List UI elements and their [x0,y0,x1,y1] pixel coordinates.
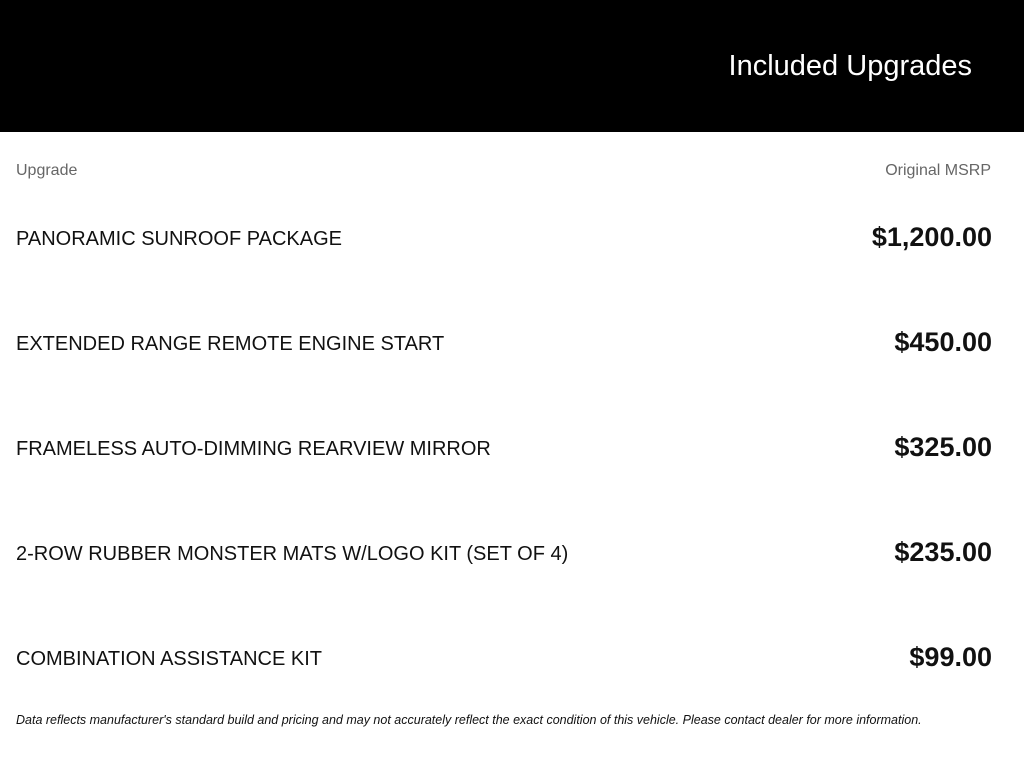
upgrade-row [0,605,1024,710]
upgrade-row [0,290,1024,395]
upgrade-name: COMBINATION ASSISTANCE KIT [16,648,322,670]
header-bar [0,0,1024,132]
upgrade-price: $99.00 [909,642,992,672]
upgrade-name: PANORAMIC SUNROOF PACKAGE [16,228,342,250]
upgrade-price: $1,200.00 [871,222,992,252]
upgrade-row [0,500,1024,605]
page-title: Included Upgrades [728,50,972,82]
upgrades-list [0,185,1024,710]
disclaimer-text: Data reflects manufacturer's standard build and pricing and may not accurately reflect the exact condition of this vehicle. Please contact dealer for more information. [16,713,922,727]
column-header-msrp: Original MSRP [885,162,991,179]
upgrade-name: EXTENDED RANGE REMOTE ENGINE START [16,333,445,355]
column-header-upgrade: Upgrade [16,162,78,179]
upgrade-price: $235.00 [894,537,992,567]
upgrade-name: FRAMELESS AUTO-DIMMING REARVIEW MIRROR [16,438,491,460]
upgrade-price: $450.00 [894,327,992,357]
upgrade-name: 2-ROW RUBBER MONSTER MATS W/LOGO KIT (SET OF 4) [16,543,569,565]
upgrade-row [0,185,1024,290]
upgrade-row [0,395,1024,500]
upgrade-price: $325.00 [894,432,992,462]
